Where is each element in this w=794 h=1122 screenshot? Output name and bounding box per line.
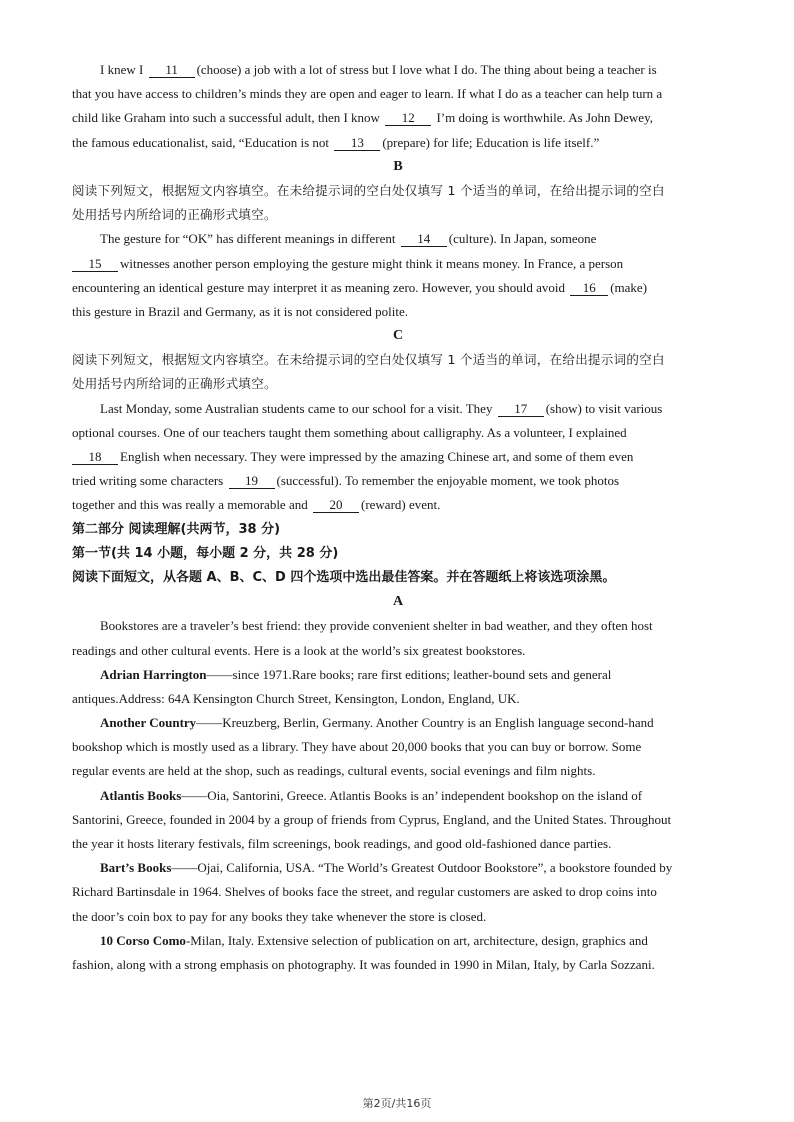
text: (prepare) for life; Education is life itself.” — [382, 134, 600, 150]
store-entry — [72, 856, 724, 880]
paragraph-line — [72, 131, 724, 155]
text: Last Monday, some Australian students came to our school for a visit. They — [100, 400, 496, 416]
paragraph-line: Bookstores are a traveler’s best friend: they provide convenient shelter in bad weather, and they often host — [100, 618, 653, 634]
instruction-line: 处用括号内所给词的正确形式填空。 — [72, 207, 277, 223]
text: -Milan, Italy. Extensive selection of publication on art, architecture, design, graphics and — [185, 932, 648, 948]
store-entry — [72, 663, 724, 687]
paragraph-line — [72, 397, 724, 421]
store-name: Atlantis Books — [100, 787, 182, 803]
paragraph-line: that you have access to children’s minds they are open and eager to learn. If what I do as a teacher can help turn a — [72, 86, 663, 102]
instruction-line: 阅读下列短文，根据短文内容填空。在未给提示词的空白处仅填写 1 个适当的单词，在给出提示词的空白 — [72, 352, 665, 368]
text: (show) to visit various — [545, 400, 663, 416]
text: I knew I — [100, 62, 147, 77]
store-name: 10 Corso Como — [100, 932, 186, 948]
text: witnesses another person employing the gesture might think it means money. In France, a person — [120, 255, 624, 271]
paragraph-line: Richard Bartinsdale in 1964. Shelves of books face the street, and regular customers are asked to drop coins into — [72, 884, 657, 900]
text: (choose) a job with a lot of stress but I love what I do. The thing about being a teacher is — [196, 62, 657, 77]
section-heading-a: A — [392, 594, 404, 610]
text: (successful). To remember the enjoyable moment, we took photos — [276, 473, 620, 489]
store-name: Adrian Harrington — [100, 666, 207, 682]
text: the famous educationalist, said, “Education is not — [72, 134, 333, 150]
paragraph-line — [72, 58, 724, 82]
blank-18[interactable]: 18 — [72, 450, 118, 465]
paragraph-line: readings and other cultural events. Here is a look at the world’s six greatest bookstores. — [72, 642, 526, 658]
blank-13[interactable]: 13 — [334, 136, 380, 151]
text: tried writing some characters — [72, 473, 227, 489]
text: child like Graham into such a successful adult, then I know — [72, 110, 384, 126]
page-number: 第2页/共16页 — [362, 1097, 432, 1110]
text: ——Kreuzberg, Berlin, Germany. Another Country is an English language second-hand — [196, 715, 654, 731]
paragraph-line: regular events are held at the shop, such as readings, cultural events, social evenings and film nights. — [72, 763, 596, 779]
paragraph-line: the door’s coin box to pay for any books they take whenever the store is closed. — [72, 908, 487, 924]
text: I’m doing is worthwhile. As John Dewey, — [433, 110, 653, 126]
text: ——Ojai, California, USA. “The World’s Greatest Outdoor Bookstore”, a bookstore founded by — [171, 860, 673, 876]
page-content — [72, 58, 724, 977]
text: (make) — [610, 279, 648, 295]
text: ——Oia, Santorini, Greece. Atlantis Books is an’ independent bookshop on the island of — [181, 787, 643, 803]
text: ——since 1971.Rare books; rare first editions; leather-bound sets and general — [206, 666, 612, 682]
blank-14[interactable]: 14 — [401, 232, 447, 247]
part-instruction: 阅读下面短文，从各题 A、B、C、D 四个选项中选出最佳答案。并在答题纸上将该选项涂黑。 — [72, 569, 616, 585]
blank-15[interactable]: 15 — [72, 257, 118, 272]
section-heading-c: C — [392, 328, 404, 344]
paragraph-line — [72, 493, 724, 517]
paragraph-line — [72, 276, 724, 300]
paragraph-line: Santorini, Greece, founded in 2004 by a group of friends from Cyprus, England, and the United States. Throughout — [72, 811, 672, 827]
blank-20[interactable]: 20 — [313, 498, 359, 513]
text: English when necessary. They were impressed by the amazing Chinese art, and some of them even — [120, 449, 634, 464]
instruction-line: 处用括号内所给词的正确形式填空。 — [72, 376, 277, 392]
paragraph-line — [72, 469, 724, 493]
text: (culture). In Japan, someone — [448, 231, 597, 247]
store-name: Bart’s Books — [100, 860, 172, 876]
paragraph-line: antiques.Address: 64A Kensington Church Street, Kensington, London, England, UK. — [72, 690, 520, 706]
blank-12[interactable]: 12 — [385, 111, 431, 126]
store-entry — [72, 711, 724, 735]
blank-11[interactable]: 11 — [149, 63, 195, 78]
blank-19[interactable]: 19 — [229, 474, 275, 489]
store-entry — [72, 929, 724, 953]
store-entry — [72, 784, 724, 808]
paragraph-line: the year it hosts literary festivals, film screenings, book readings, and good old-fashioned dance parties. — [72, 836, 612, 851]
text: The gesture for “OK” has different meanings in different — [100, 231, 399, 247]
text: (reward) event. — [360, 497, 441, 513]
paragraph-line — [72, 106, 724, 130]
paragraph-line — [72, 445, 724, 469]
blank-17[interactable]: 17 — [498, 402, 544, 417]
part-subtitle: 第一节(共 14 小题，每小题 2 分，共 28 分) — [72, 545, 339, 561]
text: together and this was really a memorable and — [72, 497, 311, 513]
blank-16[interactable]: 16 — [570, 281, 608, 296]
paragraph-line: bookshop which is mostly used as a library. They have about 20,000 books that you can buy or borrow. Some — [72, 739, 642, 755]
paragraph-line: this gesture in Brazil and Germany, as it is not considered polite. — [72, 303, 408, 319]
store-name: Another Country — [100, 715, 197, 731]
paragraph-line: optional courses. One of our teachers taught them something about calligraphy. As a volunteer, I explained — [72, 424, 627, 440]
paragraph-line: fashion, along with a strong emphasis on photography. It was founded in 1990 in Milan, Italy, by Carla Sozzani. — [72, 956, 655, 972]
part-title: 第二部分 阅读理解(共两节，38 分) — [72, 521, 281, 537]
section-heading-b: B — [393, 158, 403, 174]
paragraph-line — [72, 252, 724, 276]
text: encountering an identical gesture may interpret it as meaning zero. However, you should avoid — [72, 279, 569, 295]
instruction-line: 阅读下列短文，根据短文内容填空。在未给提示词的空白处仅填写 1 个适当的单词，在给出提示词的空白 — [72, 182, 665, 198]
paragraph-line — [72, 227, 724, 251]
